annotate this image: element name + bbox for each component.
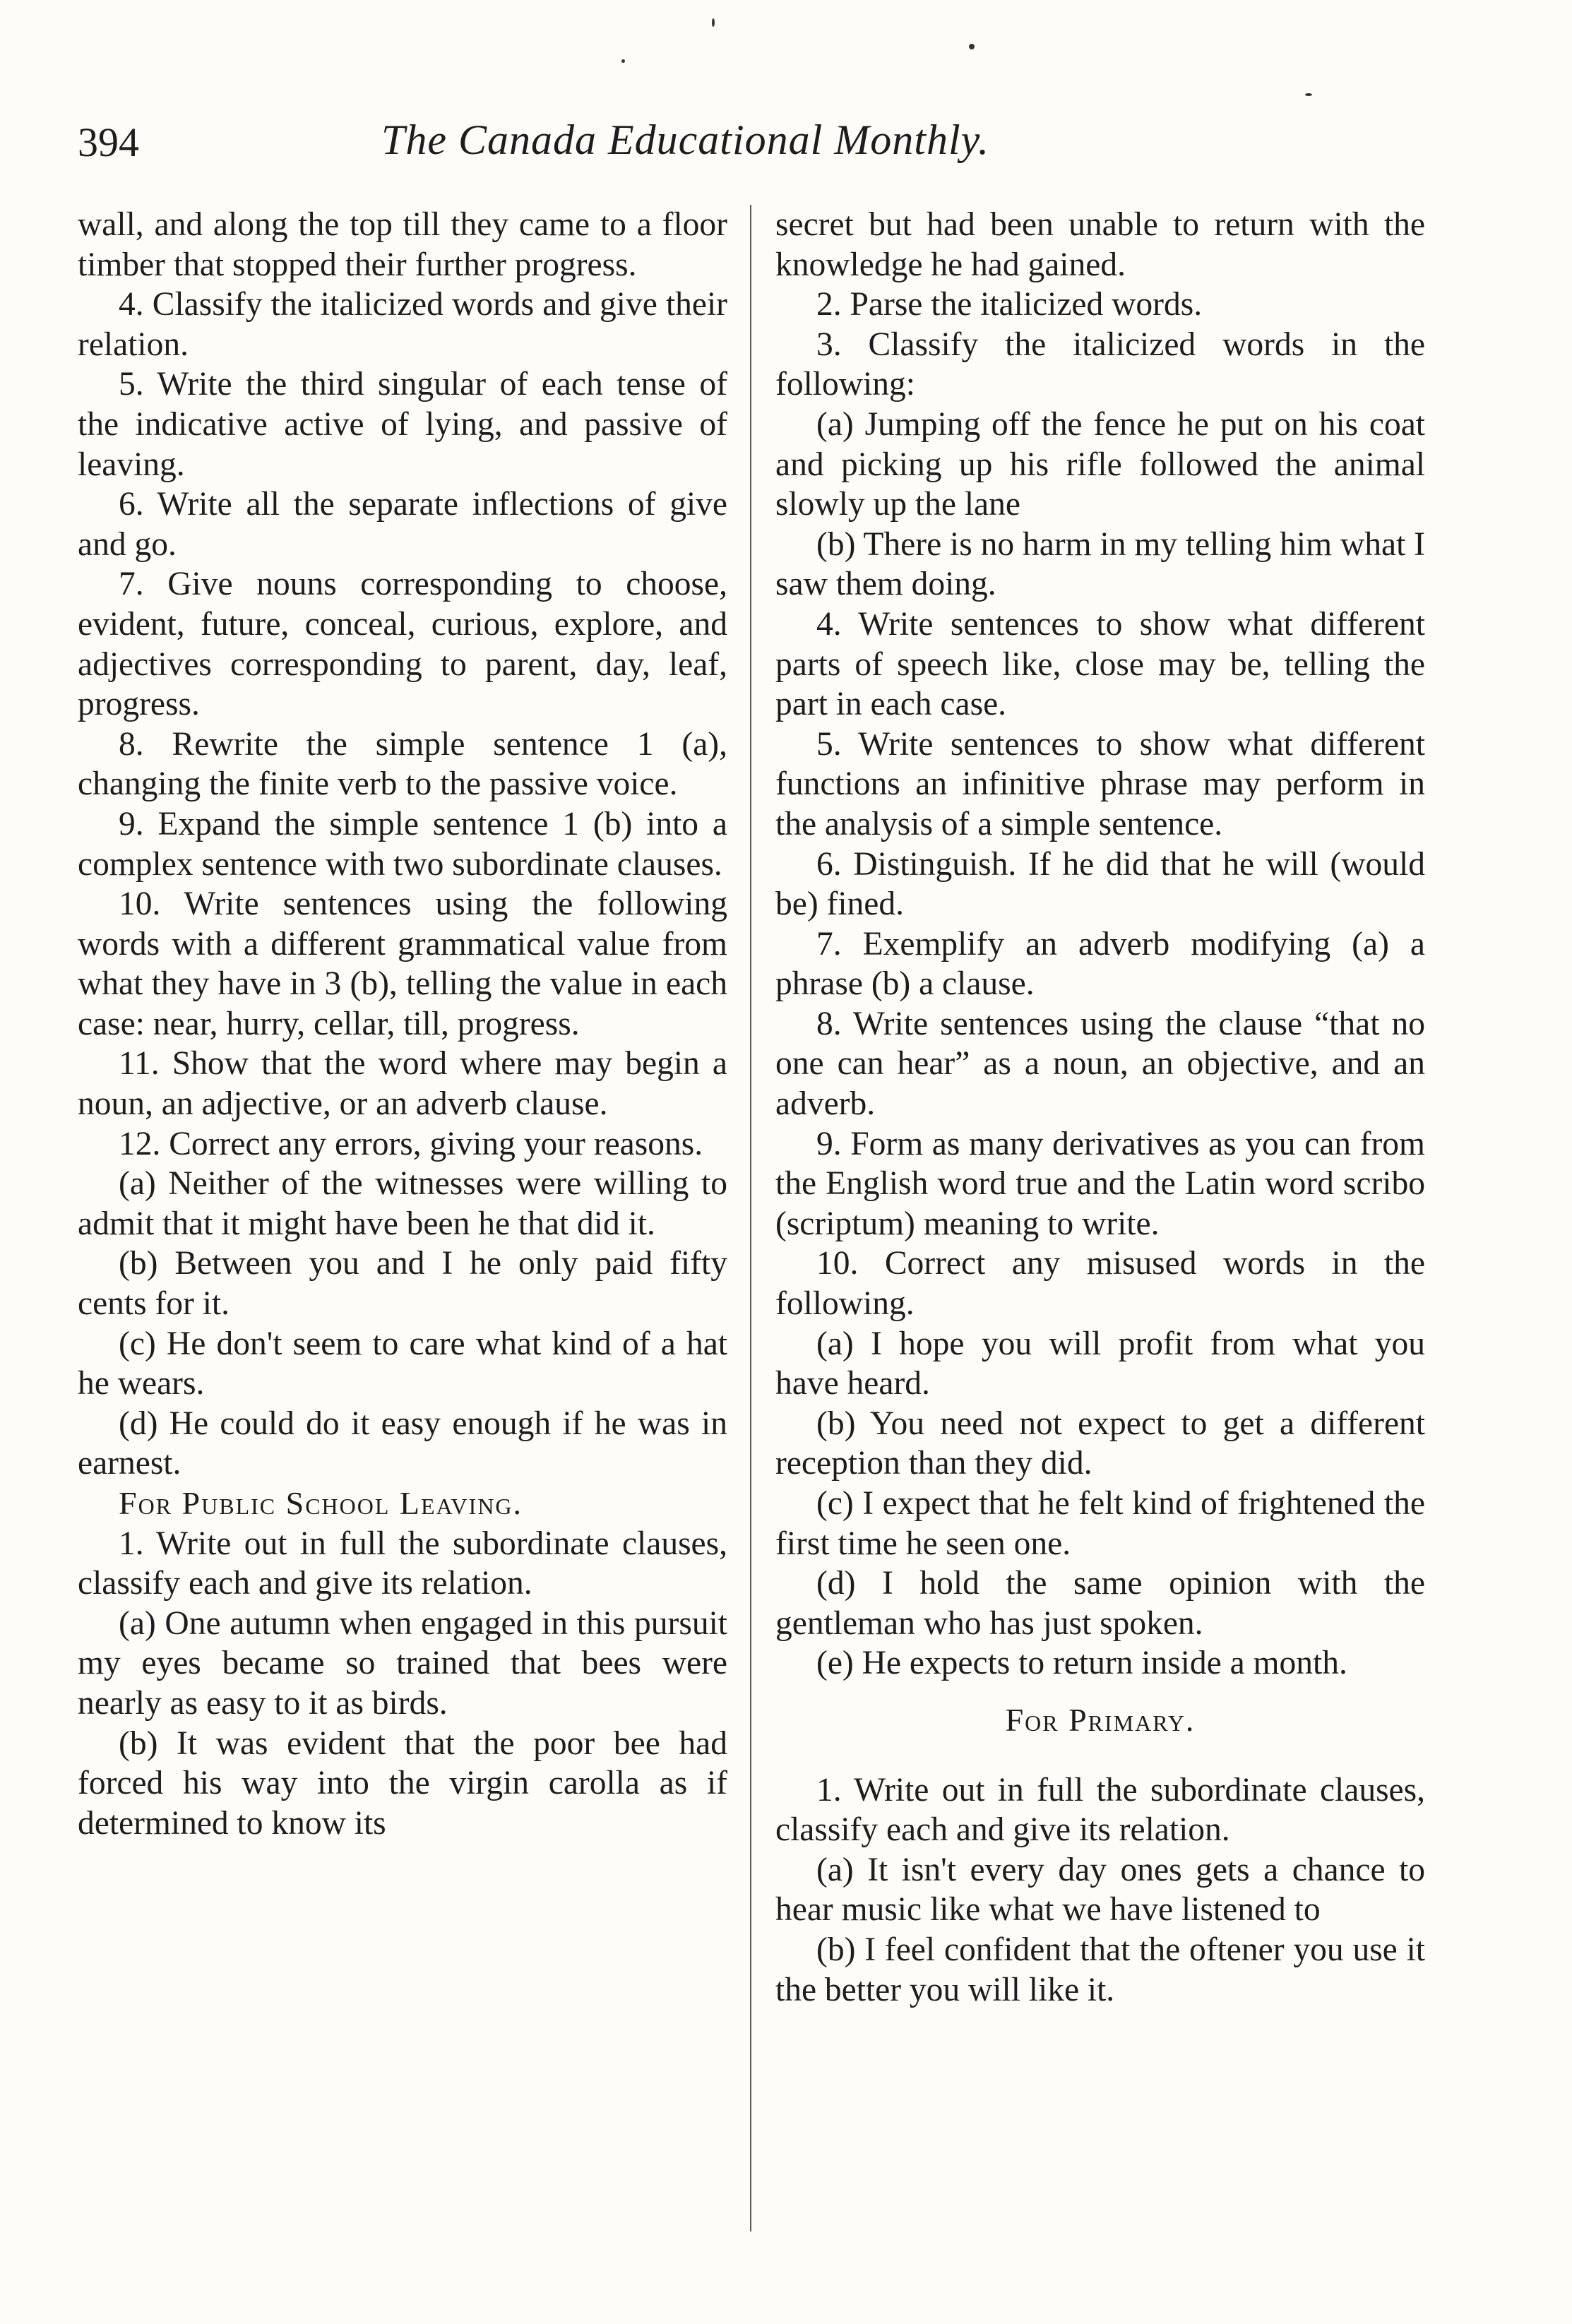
question-7: 7. Give nouns corresponding to choose, evident, future, conceal, curious, explore, and adjectives corresponding to parent, day, leaf, progress.: [78, 566, 727, 723]
sub-item-b: (b) There is no harm in my telling him what I saw them doing.: [775, 525, 1425, 603]
sub-item-d: (d) He could do it easy enough if he was in earnest.: [78, 1405, 727, 1482]
sub-item-b: (b) It was evident that the poor bee had forced his way into the virgin carolla as if determined to know its: [78, 1724, 727, 1842]
print-speck: [969, 44, 975, 49]
column-divider: [750, 205, 751, 2231]
question-12: 12. Correct any errors, giving your reasons.: [119, 1125, 703, 1162]
page-header: [78, 106, 1038, 169]
question-8: 8. Write sentences using the clause “that no one can hear” as a noun, an objective, and an adverb.: [775, 1005, 1425, 1123]
question-8: 8. Rewrite the simple sentence 1 (a), changing the finite verb to the passive voice.: [78, 725, 727, 803]
section-heading-primary: For Primary.: [1005, 1701, 1196, 1738]
sub-item-e: (e) He expects to return inside a month.: [816, 1645, 1347, 1682]
sub-item-c: (c) I expect that he felt kind of frightened the first time he seen one.: [775, 1485, 1425, 1562]
question-1: 1. Write out in full the subordinate clauses, classify each and give its relation.: [775, 1771, 1425, 1849]
question-4: 4. Classify the italicized words and give their relation.: [78, 286, 727, 363]
question-6: 6. Write all the separate inflections of give and go.: [78, 486, 727, 563]
paragraph: wall, and along the top till they came to a floor timber that stopped their further progress.: [78, 206, 727, 283]
right-column: [775, 205, 1425, 2010]
sub-item-d: (d) I hold the same opinion with the gentleman who has just spoken.: [775, 1565, 1425, 1642]
question-2: 2. Parse the italicized words.: [816, 286, 1203, 323]
question-9: 9. Form as many derivatives as you can from the English word true and the Latin word scribo (scriptum) meaning to write.: [775, 1125, 1425, 1242]
sub-item-a: (a) Neither of the witnesses were willing to admit that it might have been he that did it.: [78, 1165, 727, 1242]
print-speck: [1305, 93, 1312, 96]
running-title: The Canada Educational Monthly.: [381, 117, 989, 163]
sub-item-b: (b) Between you and I he only paid fifty cents for it.: [78, 1245, 727, 1323]
left-column: [78, 205, 727, 1843]
paragraph: secret but had been unable to return with the knowledge he had gained.: [775, 206, 1425, 283]
question-10: 10. Correct any misused words in the following.: [775, 1245, 1425, 1323]
page-number: 394: [78, 119, 139, 165]
sub-item-b: (b) You need not expect to get a different reception than they did.: [775, 1405, 1425, 1482]
question-3: 3. Classify the italicized words in the following:: [775, 326, 1425, 403]
print-speck: [712, 18, 715, 27]
question-7: 7. Exemplify an adverb modifying (a) a phrase (b) a clause.: [775, 925, 1425, 1003]
sub-item-a: (a) I hope you will profit from what you have heard.: [775, 1325, 1425, 1402]
sub-item-a: (a) It isn't every day ones gets a chance to hear music like what we have listened to: [775, 1851, 1425, 1929]
sub-item-b: (b) I feel confident that the oftener you use it the better you will like it.: [775, 1931, 1425, 2008]
sub-item-a: (a) One autumn when engaged in this pursuit my eyes became so trained that bees were nearly as easy to it as birds.: [78, 1604, 727, 1722]
question-9: 9. Expand the simple sentence 1 (b) into a complex sentence with two subordinate clauses.: [78, 805, 727, 883]
question-5: 5. Write the third singular of each tense of the indicative active of lying, and passive of leaving.: [78, 366, 727, 483]
question-6: 6. Distinguish. If he did that he will (would be) fined.: [775, 845, 1425, 923]
question-10: 10. Write sentences using the following words with a different grammatical value from what they have in 3 (b), telling the value in each case: near, hurry, cellar, till, progress.: [78, 886, 727, 1042]
question-1: 1. Write out in full the subordinate clauses, classify each and give its relation.: [78, 1525, 727, 1602]
question-4: 4. Write sentences to show what different parts of speech like, close may be, telling the part in each case.: [775, 605, 1425, 723]
sub-item-c: (c) He don't seem to care what kind of a hat he wears.: [78, 1325, 727, 1402]
sub-item-a: (a) Jumping off the fence he put on his coat and picking up his rifle followed the animal slowly up the lane: [775, 405, 1425, 523]
section-heading-public-school-leaving: For Public School Leaving.: [119, 1485, 523, 1521]
question-11: 11. Show that the word where may begin a noun, an adjective, or an adverb clause.: [78, 1045, 727, 1123]
print-speck: [621, 59, 625, 63]
question-5: 5. Write sentences to show what different functions an infinitive phrase may perform in the analysis of a simple sentence.: [775, 725, 1425, 842]
